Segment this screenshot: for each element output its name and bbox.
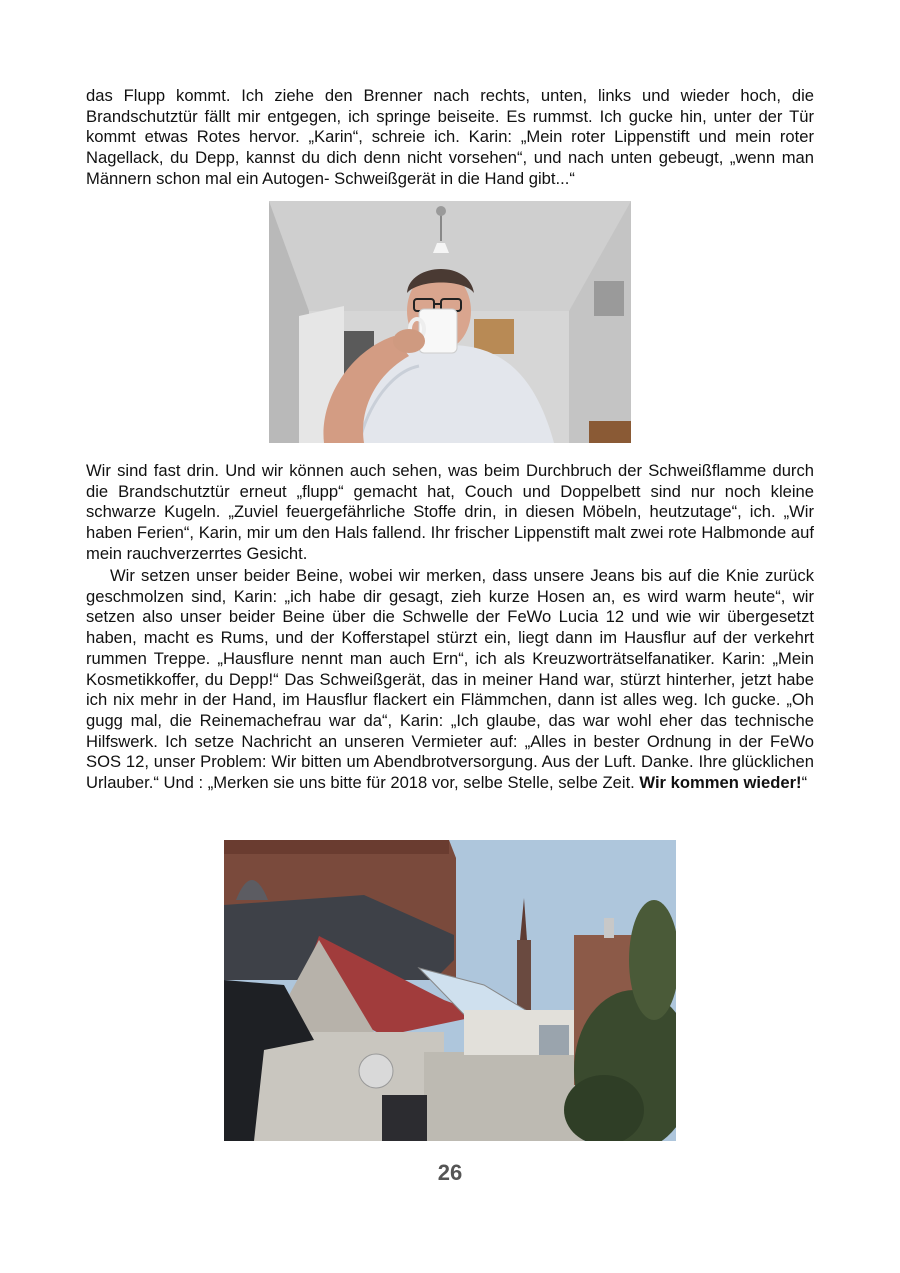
paragraph-3-end: “ [801,773,808,793]
paragraph-3-text: Wir setzen unser beider Beine, wobei wir merken, dass unsere Jeans bis auf die Knie zurück geschmolzen sind, Karin: „ich habe dir gesagt, zieh kurze Hosen an, es wird warm heute“, wir setzen also unser beider Beine über die Schwelle der FeWo Lucia 12 und wie wir übergesetzt haben, macht es Rums, und der Kofferstapel stürzt ein, liegt dann im Hausflur auf der verkehrt rummen Treppe. „Hausflure nennt man auch Ern“, ich als Kreuzworträtselfanatiker. Karin: „Mein Kosmetikkoffer, du Depp!“ Das Schweißgerät, das in meiner Hand war, stürzt hinterher, jetzt habe ich nix mehr in der Hand, im Hausflur flackert ein Flämmchen, dann ist alles weg. Ich gucke. „Oh gugg mal, die Reinemachefrau war da“, Karin: „Ich glaube, das war wohl eher das technische Hilfswerk. Ich setze Nachricht an unseren Vermieter auf: „Alles in bester Ordnung in der FeWo SOS 12, unser Problem: Wir bitten um Abendbrotversorgung. Aus der Luft. Danke. Ihre glücklichen Urlauber.“ Und : „Merken sie uns bitte für 2018 vor, selbe Stelle, selbe Zeit. [86,566,814,793]
paragraph-2: Wir sind fast drin. Und wir können auch sehen, was beim Durchbruch der Schweißflamme durch die Brandschutztür erneut „flupp“ gemacht hat, Couch und Doppelbett sind nur noch kleine schwarze Kugeln. „Zuviel feuergefährliche Stoffe drin, in diesen Möbeln, heutzutage“, ich. „Wir haben Ferien“, Karin, mir um den Hals fallend. Ihr frischer Lippenstift malt zwei rote Halbmonde auf mein rauchverzerrtes Gesicht. [86,461,814,563]
photo-rooftops-church [224,840,676,1141]
paragraph-3-bold: Wir kommen wieder! [639,773,802,793]
photo-man-drinking-coffee [269,201,631,443]
paragraph-3 [86,566,814,794]
paragraph-1: das Flupp kommt. Ich ziehe den Brenner nach rechts, unten, links und wieder hoch, die Brandschutztür fällt mir entgegen, ich springe beiseite. Es rummst. Ich gucke hin, unter der Tür kommt etwas Rotes hervor. „Karin“, schreie ich. Karin: „Mein roter Lippenstift und mein roter Nagellack, du Depp, kannst du dich denn nicht vorsehen“, und nach unten gebeugt, „wenn man Männern schon mal ein Autogen- Schweißgerät in die Hand gibt...“ [86,86,814,188]
page-number: 26 [437,1160,463,1185]
